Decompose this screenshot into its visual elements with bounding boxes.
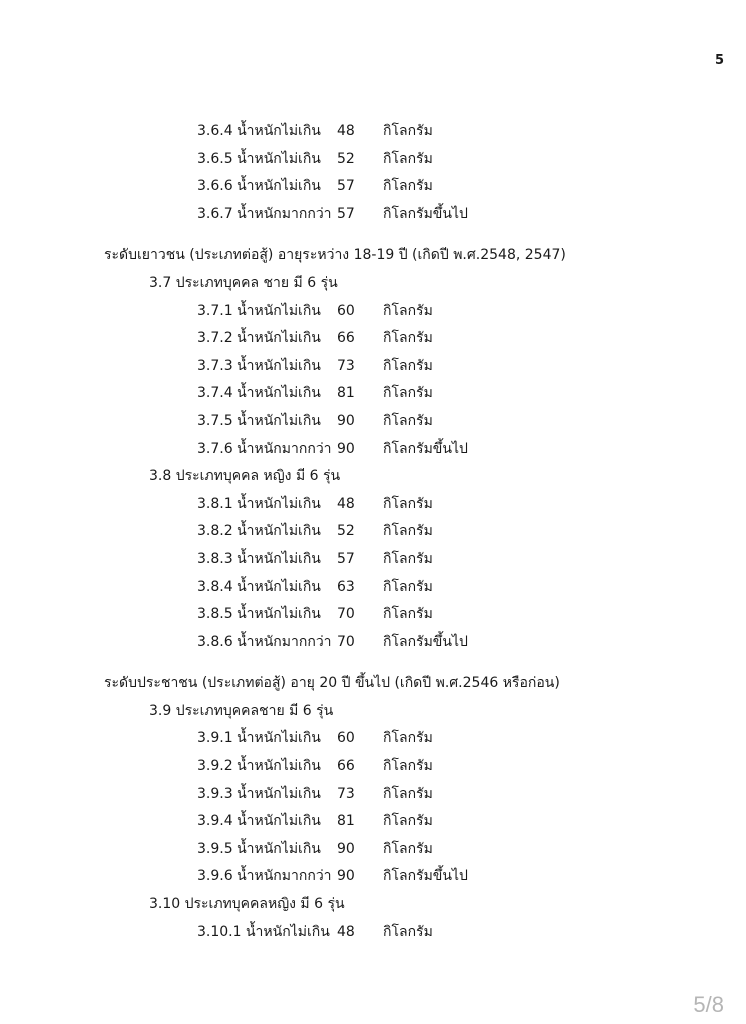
weight-unit: กิโลกรัมขึ้นไป <box>383 205 468 222</box>
weight-unit: กิโลกรัม <box>383 385 433 402</box>
weight-unit: กิโลกรัม <box>383 150 433 167</box>
weight-value: 52 <box>337 150 355 167</box>
weight-unit: กิโลกรัม <box>383 178 433 195</box>
weight-class-row <box>0 808 746 836</box>
weight-value: 73 <box>337 357 355 374</box>
weight-value: 48 <box>337 123 355 139</box>
weight-unit: กิโลกรัม <box>383 523 433 540</box>
weight-unit: กิโลกรัม <box>383 730 433 747</box>
weight-unit: กิโลกรัม <box>383 357 433 374</box>
weight-class-label: 3.7.3 น้ำหนักไม่เกิน <box>197 357 321 374</box>
weight-class-label: 3.8.3 น้ำหนักไม่เกิน <box>197 550 321 567</box>
weight-unit: กิโลกรัม <box>383 840 433 857</box>
weight-class-label: 3.7.2 น้ำหนักไม่เกิน <box>197 330 321 347</box>
weight-value: 52 <box>337 523 355 540</box>
section-heading <box>0 670 746 698</box>
weight-class-row <box>0 436 746 464</box>
weight-class-row <box>0 863 746 891</box>
weight-unit: กิโลกรัม <box>383 330 433 347</box>
weight-value: 70 <box>337 606 355 623</box>
weight-value: 90 <box>337 840 355 857</box>
weight-class-label: 3.7.6 น้ำหนักมากกว่า <box>197 440 332 457</box>
weight-class-label: 3.6.6 น้ำหนักไม่เกิน <box>197 178 321 195</box>
weight-unit: กิโลกรัม <box>383 412 433 429</box>
weight-class-row <box>0 408 746 436</box>
weight-value: 63 <box>337 578 355 595</box>
section-heading-text: ระดับประชาชน (ประเภทต่อสู้) อายุ 20 ปี ขึ้นไป (เกิดปี พ.ศ.2546 หรือก่อน) <box>104 675 560 692</box>
weight-class-row <box>0 725 746 753</box>
category-heading <box>0 463 746 491</box>
section-heading-text: ระดับเยาวชน (ประเภทต่อสู้) อายุระหว่าง 18-19 ปี (เกิดปี พ.ศ.2548, 2547) <box>104 247 566 264</box>
weight-class-label: 3.9.5 น้ำหนักไม่เกิน <box>197 840 321 857</box>
weight-unit: กิโลกรัม <box>383 123 433 139</box>
weight-class-row <box>0 298 746 326</box>
page-indicator: 5/8 <box>693 992 724 1017</box>
weight-value: 90 <box>337 868 355 885</box>
weight-unit: กิโลกรัม <box>383 578 433 595</box>
weight-class-row <box>0 491 746 519</box>
weight-class-row <box>0 781 746 809</box>
category-heading <box>0 698 746 726</box>
weight-unit: กิโลกรัม <box>383 758 433 775</box>
weight-class-row <box>0 919 746 947</box>
weight-value: 90 <box>337 412 355 429</box>
weight-unit: กิโลกรัม <box>383 302 433 319</box>
weight-class-row <box>0 518 746 546</box>
weight-class-label: 3.9.1 น้ำหนักไม่เกิน <box>197 730 321 747</box>
weight-class-row <box>0 601 746 629</box>
weight-class-label: 3.6.4 น้ำหนักไม่เกิน <box>197 123 321 139</box>
weight-unit: กิโลกรัม <box>383 495 433 512</box>
weight-value: 90 <box>337 440 355 457</box>
weight-unit: กิโลกรัมขึ้นไป <box>383 868 468 885</box>
weight-class-row <box>0 201 746 229</box>
weight-unit: กิโลกรัม <box>383 606 433 623</box>
category-heading-text: 3.10 ประเภทบุคคลหญิง มี 6 รุ่น <box>149 896 345 913</box>
category-heading-text: 3.8 ประเภทบุคคล หญิง มี 6 รุ่น <box>149 468 341 485</box>
weight-value: 48 <box>337 495 355 512</box>
weight-class-label: 3.8.6 น้ำหนักมากกว่า <box>197 633 332 650</box>
weight-unit: กิโลกรัมขึ้นไป <box>383 633 468 650</box>
weight-class-label: 3.7.1 น้ำหนักไม่เกิน <box>197 302 321 319</box>
category-heading <box>0 891 746 919</box>
page-number: 5 <box>714 53 724 68</box>
weight-class-label: 3.7.4 น้ำหนักไม่เกิน <box>197 385 321 402</box>
weight-class-row <box>0 380 746 408</box>
section-heading <box>0 242 746 270</box>
weight-class-row <box>0 836 746 864</box>
weight-class-row <box>0 353 746 381</box>
weight-value: 81 <box>337 385 355 402</box>
weight-value: 66 <box>337 758 355 775</box>
weight-class-label: 3.9.2 น้ำหนักไม่เกิน <box>197 758 321 775</box>
weight-class-label: 3.8.2 น้ำหนักไม่เกิน <box>197 523 321 540</box>
weight-class-row <box>0 325 746 353</box>
category-heading-text: 3.9 ประเภทบุคคลชาย มี 6 รุ่น <box>149 702 334 719</box>
weight-class-row <box>0 546 746 574</box>
weight-class-label: 3.7.5 น้ำหนักไม่เกิน <box>197 412 321 429</box>
weight-value: 60 <box>337 302 355 319</box>
weight-unit: กิโลกรัม <box>383 550 433 567</box>
weight-value: 60 <box>337 730 355 747</box>
weight-class-row <box>0 146 746 174</box>
weight-value: 66 <box>337 330 355 347</box>
category-heading <box>0 270 746 298</box>
weight-unit: กิโลกรัมขึ้นไป <box>383 440 468 457</box>
weight-class-row <box>0 629 746 657</box>
weight-unit: กิโลกรัม <box>383 785 433 802</box>
document-body <box>0 118 746 946</box>
weight-unit: กิโลกรัม <box>383 923 433 940</box>
weight-class-label: 3.6.7 น้ำหนักมากกว่า <box>197 205 332 222</box>
weight-class-row <box>0 118 746 146</box>
weight-class-label: 3.9.3 น้ำหนักไม่เกิน <box>197 785 321 802</box>
category-heading-text: 3.7 ประเภทบุคคล ชาย มี 6 รุ่น <box>149 274 338 291</box>
weight-class-row <box>0 173 746 201</box>
weight-class-row <box>0 753 746 781</box>
weight-class-row <box>0 574 746 602</box>
weight-value: 57 <box>337 550 355 567</box>
weight-class-label: 3.6.5 น้ำหนักไม่เกิน <box>197 150 321 167</box>
weight-class-label: 3.9.4 น้ำหนักไม่เกิน <box>197 813 321 830</box>
weight-class-label: 3.8.1 น้ำหนักไม่เกิน <box>197 495 321 512</box>
weight-value: 81 <box>337 813 355 830</box>
weight-class-label: 3.8.5 น้ำหนักไม่เกิน <box>197 606 321 623</box>
weight-class-label: 3.10.1 น้ำหนักไม่เกิน <box>197 923 330 940</box>
weight-value: 73 <box>337 785 355 802</box>
weight-unit: กิโลกรัม <box>383 813 433 830</box>
weight-class-label: 3.8.4 น้ำหนักไม่เกิน <box>197 578 321 595</box>
weight-class-label: 3.9.6 น้ำหนักมากกว่า <box>197 868 332 885</box>
weight-value: 48 <box>337 923 355 940</box>
weight-value: 57 <box>337 178 355 195</box>
weight-value: 57 <box>337 205 355 222</box>
weight-value: 70 <box>337 633 355 650</box>
